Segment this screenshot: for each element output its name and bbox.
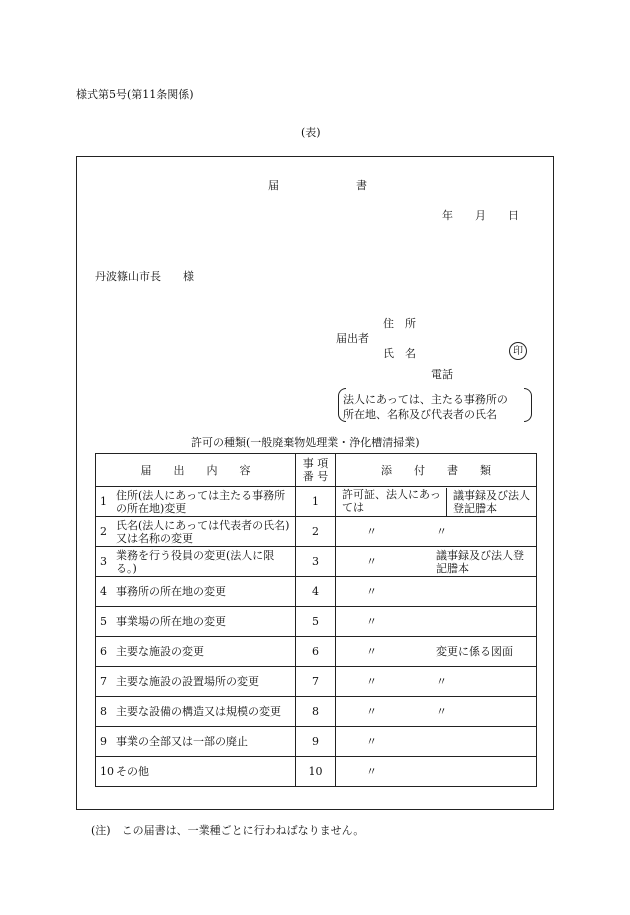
attachment-cell [336,757,537,787]
table-row [96,667,537,697]
attachment-cell [336,607,537,637]
attachment-cell [336,487,537,517]
row-content: 事業の全部又は一部の廃止 [116,735,248,748]
row-number: 8 [100,705,107,718]
item-number: 6 [296,637,336,667]
attachment-secondary: 議事録及び法人登記謄本 [453,488,530,515]
attachment-primary: 〃 [366,615,377,628]
row-content: 業務を行う役員の変更(法人に限る。) [116,548,275,575]
content-cell [96,697,296,727]
corporate-note-line2: 所在地、名称及び代表者の氏名 [343,408,497,421]
attachment-primary: 〃 [366,765,377,778]
attachment-secondary: 議事録及び法人登記謄本 [436,548,524,575]
table-row [96,727,537,757]
row-number: 9 [100,735,107,748]
content-cell [96,757,296,787]
table-row [96,757,537,787]
row-number: 7 [100,675,107,688]
addressee: 丹波篠山市長 様 [95,270,194,283]
row-number: 6 [100,645,107,658]
row-content: 主要な施設の変更 [116,645,204,658]
content-cell [96,607,296,637]
content-cell [96,667,296,697]
seal-mark: 印 [509,342,527,360]
form-side-label: (表) [301,126,321,139]
table-header-row [96,454,537,487]
attachment-primary: 許可証、法人にあっては [336,488,447,516]
item-number: 7 [296,667,336,697]
attachment-cell [336,697,537,727]
row-number: 3 [100,555,107,568]
attachment-secondary: 〃 [436,675,447,688]
content-cell [96,517,296,547]
table-row [96,517,537,547]
row-content: 事務所の所在地の変更 [116,585,226,598]
header-item-no [296,454,336,487]
header-attachments: 添 付 書 類 [336,454,537,487]
item-number: 8 [296,697,336,727]
attachment-cell [336,727,537,757]
table-row [96,697,537,727]
item-number: 9 [296,727,336,757]
attachment-cell [336,547,537,577]
item-number: 1 [296,487,336,517]
attachment-cell [336,517,537,547]
item-number: 4 [296,577,336,607]
header-item-no-line2: 番 号 [302,470,329,483]
table-row [96,637,537,667]
row-number: 2 [100,525,107,538]
row-content: 氏名(法人にあっては代表者の氏名)又は名称の変更 [116,518,290,545]
name-label: 氏 名 [383,347,416,360]
attachment-primary: 〃 [366,735,377,748]
row-content: 主要な施設の設置場所の変更 [116,675,259,688]
document-title: 届 書 [268,179,367,192]
item-number: 5 [296,607,336,637]
row-number: 4 [100,585,107,598]
attachment-primary: 〃 [366,705,377,718]
content-cell [96,637,296,667]
header-item-no-line1: 事 項 [302,457,329,470]
header-content: 届 出 内 容 [96,454,296,487]
row-content: 事業場の所在地の変更 [116,615,226,628]
attachment-primary: 〃 [366,555,377,568]
attachment-primary: 〃 [366,525,377,538]
attachment-primary: 〃 [366,675,377,688]
item-number: 10 [296,757,336,787]
date-line: 年 月 日 [442,209,519,222]
content-cell [96,577,296,607]
content-cell [96,547,296,577]
row-number: 5 [100,615,107,628]
table-row [96,577,537,607]
table-row [96,607,537,637]
attachment-cell [336,667,537,697]
content-cell [96,487,296,517]
table-row [96,547,537,577]
phone-label: 電話 [431,368,453,381]
notification-table [95,453,537,787]
row-content: 住所(法人にあっては主たる事務所の所在地)変更 [116,488,286,515]
attachment-cell [336,637,537,667]
row-content: その他 [116,765,149,778]
attachment-cell [336,577,537,607]
attachment-primary: 〃 [366,645,377,658]
row-number: 10 [100,765,114,778]
content-cell [96,727,296,757]
attachment-primary: 〃 [366,585,377,598]
item-number: 2 [296,517,336,547]
form-number: 様式第5号(第11条関係) [76,88,194,101]
row-number: 1 [100,495,107,508]
row-content: 主要な設備の構造又は規模の変更 [116,705,281,718]
corporate-note-line1: 法人にあっては、主たる事務所の [343,393,508,406]
address-label: 住 所 [383,317,416,330]
attachment-secondary: 〃 [436,705,447,718]
notifier-label: 届出者 [336,332,369,345]
table-row [96,487,537,517]
attachment-secondary: 〃 [436,525,447,538]
permit-type: 許可の種類(一般廃棄物処理業・浄化槽清掃業) [191,436,420,449]
right-bracket [524,388,532,422]
item-number: 3 [296,547,336,577]
footnote: (注) この届書は、一業種ごとに行わねばなりません。 [91,824,365,837]
attachment-secondary: 変更に係る図面 [436,645,513,658]
